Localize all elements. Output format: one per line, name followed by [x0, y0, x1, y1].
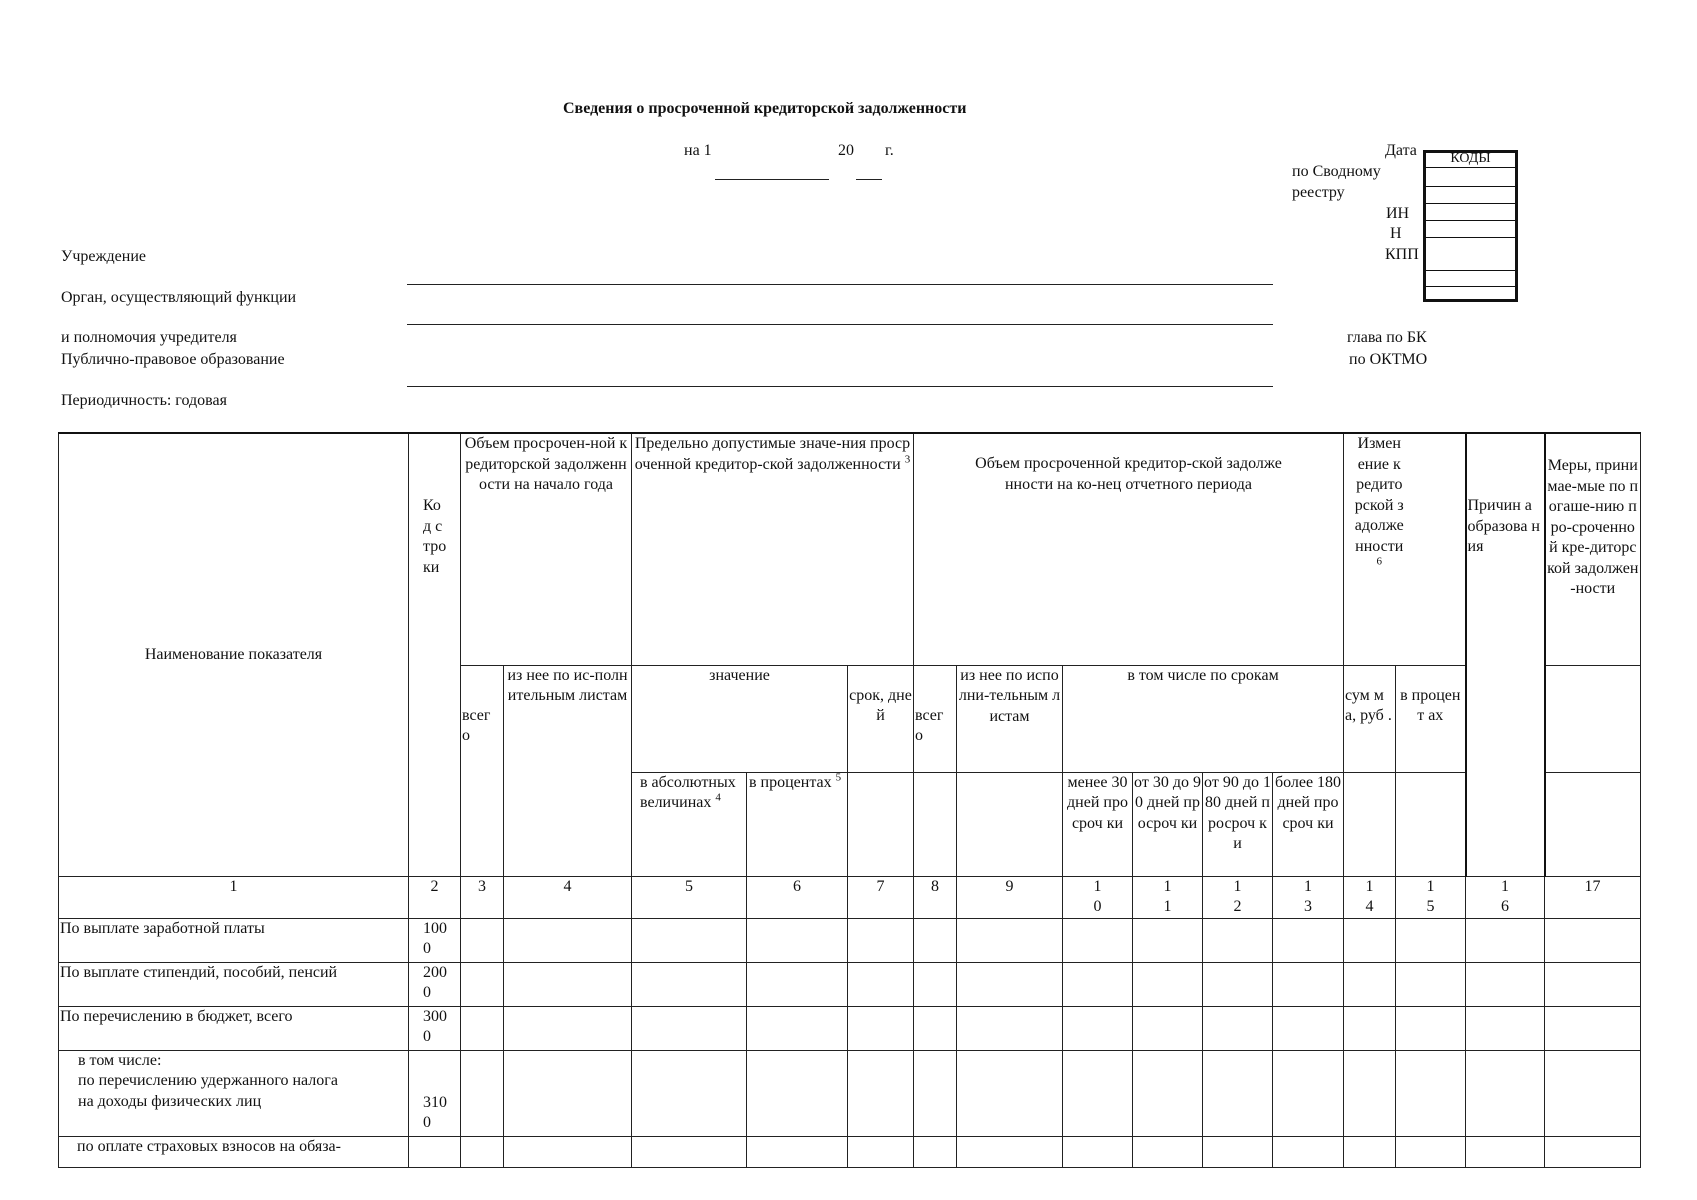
table-cell[interactable] [1545, 1006, 1641, 1050]
table-cell[interactable] [632, 1136, 747, 1167]
table-cell[interactable] [1133, 962, 1203, 1006]
header-volume-end: Объем просроченной кредитор-ской задолженности на ко-нец отчетного периода [914, 433, 1344, 665]
code-label-chapter-bk: глава по БК [1347, 329, 1427, 346]
column-numbers-row: 1 2 3 4 5 6 7 8 9 10 11 12 13 14 15 16 17 [59, 876, 1641, 918]
table-cell[interactable] [957, 1006, 1063, 1050]
table-cell[interactable] [1203, 962, 1273, 1006]
table-cell[interactable] [1273, 962, 1344, 1006]
table-cell[interactable] [1344, 1050, 1396, 1136]
header-30-90: от 30 до 90 дней просроч ки [1133, 772, 1203, 876]
table-row: в том числе: по перечислению удержанного налога на доходы физических лиц 3100 [59, 1050, 1641, 1136]
code-label-registry-1: по Сводному [1292, 163, 1381, 180]
table-cell[interactable] [848, 1136, 914, 1167]
date-suffix: г. [885, 142, 894, 159]
table-cell[interactable] [914, 1050, 957, 1136]
header-volume-start: Объем просрочен-ной кредиторской задолженности на начало года [461, 433, 632, 665]
table-cell[interactable] [1545, 1050, 1641, 1136]
header-name: Наименование показателя [59, 433, 409, 876]
table-cell[interactable] [1063, 1006, 1133, 1050]
code-label-kpp: КПП [1385, 246, 1419, 263]
header-total: всег о [461, 665, 504, 876]
table-cell[interactable] [461, 962, 504, 1006]
table-cell[interactable] [504, 918, 632, 962]
table-cell[interactable] [1063, 1050, 1133, 1136]
table-cell[interactable] [1203, 1006, 1273, 1050]
table-cell[interactable] [747, 918, 848, 962]
table-cell[interactable] [632, 1050, 747, 1136]
header-of-it-writs-2: из нее по исполни-тельным листам [957, 665, 1063, 772]
table-cell[interactable] [1344, 1136, 1396, 1167]
header-change: Изменение кредиторской задолженности $^6$ [1344, 433, 1466, 665]
header-reason: Причин а образова ния [1466, 433, 1545, 876]
table-cell[interactable] [848, 962, 914, 1006]
table-cell[interactable] [504, 1006, 632, 1050]
table-cell[interactable] [461, 1136, 504, 1167]
table-cell[interactable] [1203, 1050, 1273, 1136]
table-row: По выплате стипендий, пособий, пенсий 2000 [59, 962, 1641, 1006]
table-cell[interactable] [1466, 962, 1545, 1006]
institution-label: Учреждение [61, 248, 146, 265]
table-cell[interactable] [632, 918, 747, 962]
header-sum-rub: сум ма, руб . [1344, 665, 1396, 772]
table-cell[interactable] [848, 1006, 914, 1050]
date-year-field[interactable] [856, 179, 882, 180]
table-cell[interactable] [1545, 918, 1641, 962]
public-entity-label: Публично-правовое образование [61, 351, 285, 368]
table-cell[interactable] [1344, 962, 1396, 1006]
institution-field[interactable] [407, 284, 1273, 285]
table-row: По перечислению в бюджет, всего 3000 [59, 1006, 1641, 1050]
table-cell[interactable] [1466, 1136, 1545, 1167]
table-cell[interactable] [914, 918, 957, 962]
table-cell[interactable] [1063, 962, 1133, 1006]
overdue-payables-table [58, 432, 1641, 1168]
table-cell[interactable] [461, 1006, 504, 1050]
table-cell[interactable] [1063, 918, 1133, 962]
table-cell[interactable] [1133, 1006, 1203, 1050]
table-cell[interactable] [1396, 1006, 1466, 1050]
table-cell[interactable] [914, 962, 957, 1006]
table-cell[interactable] [747, 1050, 848, 1136]
public-entity-field[interactable] [407, 386, 1273, 387]
code-label-date: Дата [1385, 142, 1417, 159]
table-cell[interactable] [747, 962, 848, 1006]
table-cell[interactable] [848, 1050, 914, 1136]
table-cell[interactable] [957, 1050, 1063, 1136]
table-cell[interactable] [1396, 918, 1466, 962]
table-cell[interactable] [632, 1006, 747, 1050]
code-label-inn-1: ИН [1386, 205, 1410, 222]
periodicity-label: Периодичность: годовая [61, 392, 227, 409]
table-row: по оплате страховых взносов на обяза- [59, 1136, 1641, 1167]
founder-field[interactable] [407, 324, 1273, 325]
table-cell[interactable] [1273, 1136, 1344, 1167]
header-measures: Меры, принимае-мые по погаше-нию про-сроченной кре-диторской задолжен-ности [1545, 433, 1641, 665]
table-cell[interactable] [1466, 1006, 1545, 1050]
header-more-180: более 180 дней просроч ки [1273, 772, 1344, 876]
table-cell[interactable] [1273, 1006, 1344, 1050]
header-term-days: срок, дней [848, 665, 914, 772]
codes-header: КОДЫ [1450, 151, 1491, 166]
header-in-percent-2: в процентах $^5$ [747, 772, 848, 876]
header-limits: Предельно допустимые значе-ния просроченной кредитор-ской задолженности $^3$ [632, 433, 914, 665]
date-prefix: на 1 [684, 142, 712, 159]
table-cell[interactable] [1273, 918, 1344, 962]
table-cell[interactable] [504, 1050, 632, 1136]
table-cell[interactable] [632, 962, 747, 1006]
table-cell[interactable] [1133, 1136, 1203, 1167]
table-cell[interactable] [1466, 918, 1545, 962]
table-cell[interactable] [504, 962, 632, 1006]
table-cell[interactable] [1063, 1136, 1133, 1167]
table-cell[interactable] [1545, 962, 1641, 1006]
table-cell[interactable] [747, 1136, 848, 1167]
table-row: По выплате заработной платы 1000 [59, 918, 1641, 962]
code-label-inn-2: Н [1390, 225, 1402, 242]
table-cell[interactable] [957, 1136, 1063, 1167]
table-cell[interactable] [461, 918, 504, 962]
table-cell[interactable] [1203, 1136, 1273, 1167]
table-cell[interactable] [914, 1136, 957, 1167]
table-cell[interactable] [1396, 1136, 1466, 1167]
page-title: Сведения о просроченной кредиторской задолженности [563, 100, 967, 117]
code-label-oktmo: по ОКТМО [1349, 351, 1428, 368]
header-value: значение [632, 665, 848, 772]
founder-label-2: и полномочия учредителя [61, 329, 237, 346]
table-cell[interactable] [504, 1136, 632, 1167]
table-cell[interactable] [957, 918, 1063, 962]
header-in-percent: в процент ах [1396, 665, 1466, 772]
table-cell[interactable] [957, 962, 1063, 1006]
table-cell[interactable] [461, 1050, 504, 1136]
header-total-2: всег о [914, 665, 957, 772]
date-day-month-field[interactable] [715, 179, 829, 180]
header-less-30: менее 30 дней просроч ки [1063, 772, 1133, 876]
header-by-terms: в том числе по срокам [1063, 665, 1344, 772]
table-cell[interactable] [1396, 962, 1466, 1006]
code-label-registry-2: реестру [1292, 184, 1345, 201]
header-in-absolute: в абсолютных величинах $^4$ [632, 772, 747, 876]
table-cell[interactable] [1133, 1050, 1203, 1136]
table-cell[interactable] [848, 918, 914, 962]
table-cell[interactable] [914, 1006, 957, 1050]
table-cell[interactable] [1344, 1006, 1396, 1050]
table-cell[interactable] [1545, 1136, 1641, 1167]
founder-label-1: Орган, осуществляющий функции [61, 289, 297, 306]
table-cell[interactable] [747, 1006, 848, 1050]
header-90-180: от 90 до 180 дней просроч ки [1203, 772, 1273, 876]
table-cell[interactable] [1344, 918, 1396, 962]
table-cell[interactable] [1466, 1050, 1545, 1136]
table-cell[interactable] [1133, 918, 1203, 962]
table-cell[interactable] [1273, 1050, 1344, 1136]
header-code: Ко д стро ки [409, 433, 461, 876]
header-of-it-writs: из нее по ис-полнительным листам [504, 665, 632, 876]
table-cell[interactable] [1203, 918, 1273, 962]
table-cell[interactable] [1396, 1050, 1466, 1136]
date-year-prefix: 20 [838, 142, 854, 159]
codes-box [1423, 150, 1518, 302]
